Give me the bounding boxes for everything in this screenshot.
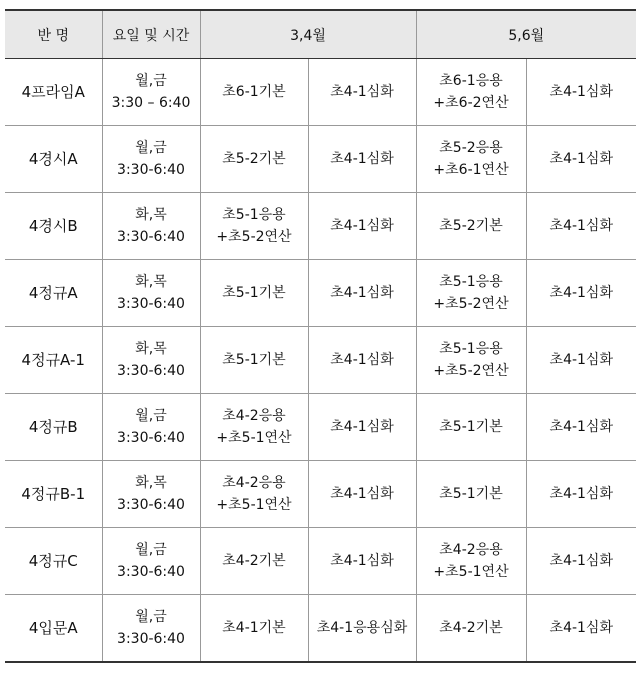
table-row xyxy=(5,528,636,595)
course-cell-2 xyxy=(308,126,416,193)
day-time-cell xyxy=(102,260,200,327)
class-name-cell xyxy=(5,59,102,126)
header-period-2: 5,6월 xyxy=(416,10,636,59)
course-cell-3-line: +초6-2연산 xyxy=(433,95,509,111)
course-cell-2-line: 초4-1심화 xyxy=(330,218,394,234)
course-cell-3-line: +초6-1연산 xyxy=(433,162,509,178)
course-cell-3 xyxy=(416,595,526,663)
course-cell-1-line: 초5-1기본 xyxy=(222,285,286,301)
day-time-cell xyxy=(102,394,200,461)
table-row xyxy=(5,59,636,126)
course-cell-1 xyxy=(200,260,308,327)
course-cell-1 xyxy=(200,126,308,193)
course-cell-4-line: 초4-1심화 xyxy=(549,486,613,502)
course-cell-4 xyxy=(526,59,636,126)
course-cell-1 xyxy=(200,595,308,663)
course-cell-2-line: 초4-1응용심화 xyxy=(316,620,408,636)
course-cell-4-line: 초4-1심화 xyxy=(549,419,613,435)
class-name-cell xyxy=(5,327,102,394)
course-cell-4-line: 초4-1심화 xyxy=(549,553,613,569)
course-cell-3 xyxy=(416,193,526,260)
course-cell-3 xyxy=(416,260,526,327)
course-cell-3-line: +초5-2연산 xyxy=(433,363,509,379)
class-name-cell xyxy=(5,193,102,260)
day-time-cell-line: 3:30-6:40 xyxy=(117,363,185,379)
day-time-cell xyxy=(102,327,200,394)
schedule-table-container xyxy=(5,9,635,663)
day-time-cell xyxy=(102,59,200,126)
day-time-cell-line: 3:30 – 6:40 xyxy=(111,95,191,111)
course-cell-3 xyxy=(416,528,526,595)
class-name-cell-line: 4정규B xyxy=(28,418,78,436)
course-cell-1-line: 초4-2응용 xyxy=(222,408,286,424)
course-cell-2 xyxy=(308,59,416,126)
day-time-cell xyxy=(102,595,200,663)
course-cell-2-line: 초4-1심화 xyxy=(330,352,394,368)
course-cell-2-line: 초4-1심화 xyxy=(330,486,394,502)
course-cell-1-line: 초5-1응용 xyxy=(222,207,286,223)
course-cell-1-line: 초4-1기본 xyxy=(222,620,286,636)
course-cell-4 xyxy=(526,126,636,193)
day-time-cell xyxy=(102,126,200,193)
course-cell-1-line: +초5-2연산 xyxy=(216,229,292,245)
course-cell-4 xyxy=(526,327,636,394)
course-cell-3-line: 초5-1응용 xyxy=(439,341,503,357)
class-name-cell-line: 4경시A xyxy=(28,150,78,168)
day-time-cell-line: 3:30-6:40 xyxy=(117,162,185,178)
course-cell-3-line: 초4-2기본 xyxy=(439,620,503,636)
header-period-1: 3,4월 xyxy=(200,10,416,59)
course-cell-4 xyxy=(526,595,636,663)
table-body xyxy=(5,59,636,663)
class-name-cell xyxy=(5,126,102,193)
course-cell-2-line: 초4-1심화 xyxy=(330,84,394,100)
course-cell-4-line: 초4-1심화 xyxy=(549,151,613,167)
course-cell-1 xyxy=(200,528,308,595)
course-cell-1-line: +초5-1연산 xyxy=(216,430,292,446)
course-cell-2-line: 초4-1심화 xyxy=(330,419,394,435)
class-name-cell xyxy=(5,461,102,528)
course-cell-3 xyxy=(416,394,526,461)
course-cell-4-line: 초4-1심화 xyxy=(549,84,613,100)
course-cell-3 xyxy=(416,327,526,394)
table-row xyxy=(5,595,636,663)
course-cell-2 xyxy=(308,595,416,663)
course-cell-2 xyxy=(308,193,416,260)
day-time-cell-line: 월,금 xyxy=(135,609,167,625)
course-cell-1-line: 초6-1기본 xyxy=(222,84,286,100)
day-time-cell xyxy=(102,528,200,595)
course-cell-4-line: 초4-1심화 xyxy=(549,620,613,636)
class-schedule-table xyxy=(5,9,636,663)
course-cell-3-line: 초5-1기본 xyxy=(439,486,503,502)
course-cell-4 xyxy=(526,193,636,260)
day-time-cell-line: 3:30-6:40 xyxy=(117,631,185,647)
table-row xyxy=(5,327,636,394)
course-cell-3-line: 초5-1응용 xyxy=(439,274,503,290)
course-cell-4 xyxy=(526,528,636,595)
course-cell-1 xyxy=(200,327,308,394)
course-cell-1-line: 초4-2응용 xyxy=(222,475,286,491)
header-day-time: 요일 및 시간 xyxy=(102,10,200,59)
course-cell-1 xyxy=(200,394,308,461)
course-cell-3-line: 초5-1기본 xyxy=(439,419,503,435)
day-time-cell-line: 화,목 xyxy=(135,274,167,290)
day-time-cell-line: 화,목 xyxy=(135,207,167,223)
table-row xyxy=(5,394,636,461)
course-cell-3 xyxy=(416,126,526,193)
table-row xyxy=(5,126,636,193)
course-cell-2-line: 초4-1심화 xyxy=(330,553,394,569)
course-cell-2 xyxy=(308,528,416,595)
day-time-cell-line: 3:30-6:40 xyxy=(117,430,185,446)
course-cell-1 xyxy=(200,461,308,528)
course-cell-4 xyxy=(526,394,636,461)
course-cell-4 xyxy=(526,260,636,327)
day-time-cell xyxy=(102,461,200,528)
course-cell-2 xyxy=(308,394,416,461)
table-row xyxy=(5,461,636,528)
day-time-cell-line: 화,목 xyxy=(135,475,167,491)
day-time-cell-line: 3:30-6:40 xyxy=(117,229,185,245)
day-time-cell-line: 월,금 xyxy=(135,408,167,424)
class-name-cell-line: 4경시B xyxy=(28,217,78,235)
day-time-cell-line: 3:30-6:40 xyxy=(117,564,185,580)
day-time-cell-line: 3:30-6:40 xyxy=(117,296,185,312)
class-name-cell-line: 4정규A-1 xyxy=(21,351,85,369)
class-name-cell xyxy=(5,528,102,595)
class-name-cell xyxy=(5,595,102,663)
course-cell-1-line: 초5-2기본 xyxy=(222,151,286,167)
course-cell-4-line: 초4-1심화 xyxy=(549,285,613,301)
course-cell-3-line: 초5-2기본 xyxy=(439,218,503,234)
course-cell-2-line: 초4-1심화 xyxy=(330,285,394,301)
class-name-cell-line: 4정규B-1 xyxy=(21,485,86,503)
day-time-cell-line: 화,목 xyxy=(135,341,167,357)
course-cell-4 xyxy=(526,461,636,528)
course-cell-3-line: +초5-2연산 xyxy=(433,296,509,312)
course-cell-1 xyxy=(200,193,308,260)
day-time-cell-line: 월,금 xyxy=(135,73,167,89)
table-header xyxy=(5,10,636,59)
course-cell-3-line: 초5-2응용 xyxy=(439,140,503,156)
course-cell-3-line: 초6-1응용 xyxy=(439,73,503,89)
class-name-cell-line: 4정규C xyxy=(28,552,78,570)
course-cell-4-line: 초4-1심화 xyxy=(549,352,613,368)
course-cell-3-line: 초4-2응용 xyxy=(439,542,503,558)
day-time-cell-line: 월,금 xyxy=(135,140,167,156)
course-cell-1-line: 초4-2기본 xyxy=(222,553,286,569)
table-row xyxy=(5,193,636,260)
day-time-cell-line: 월,금 xyxy=(135,542,167,558)
course-cell-2 xyxy=(308,461,416,528)
class-name-cell-line: 4프라임A xyxy=(21,83,85,101)
course-cell-2-line: 초4-1심화 xyxy=(330,151,394,167)
course-cell-2 xyxy=(308,327,416,394)
table-row xyxy=(5,260,636,327)
course-cell-4-line: 초4-1심화 xyxy=(549,218,613,234)
course-cell-3-line: +초5-1연산 xyxy=(433,564,509,580)
class-name-cell xyxy=(5,394,102,461)
course-cell-1-line: +초5-1연산 xyxy=(216,497,292,513)
class-name-cell-line: 4정규A xyxy=(28,284,78,302)
course-cell-3 xyxy=(416,461,526,528)
course-cell-3 xyxy=(416,59,526,126)
day-time-cell-line: 3:30-6:40 xyxy=(117,497,185,513)
course-cell-1-line: 초5-1기본 xyxy=(222,352,286,368)
course-cell-1 xyxy=(200,59,308,126)
class-name-cell xyxy=(5,260,102,327)
course-cell-2 xyxy=(308,260,416,327)
day-time-cell xyxy=(102,193,200,260)
header-class-name: 반 명 xyxy=(5,10,102,59)
class-name-cell-line: 4입문A xyxy=(28,619,78,637)
